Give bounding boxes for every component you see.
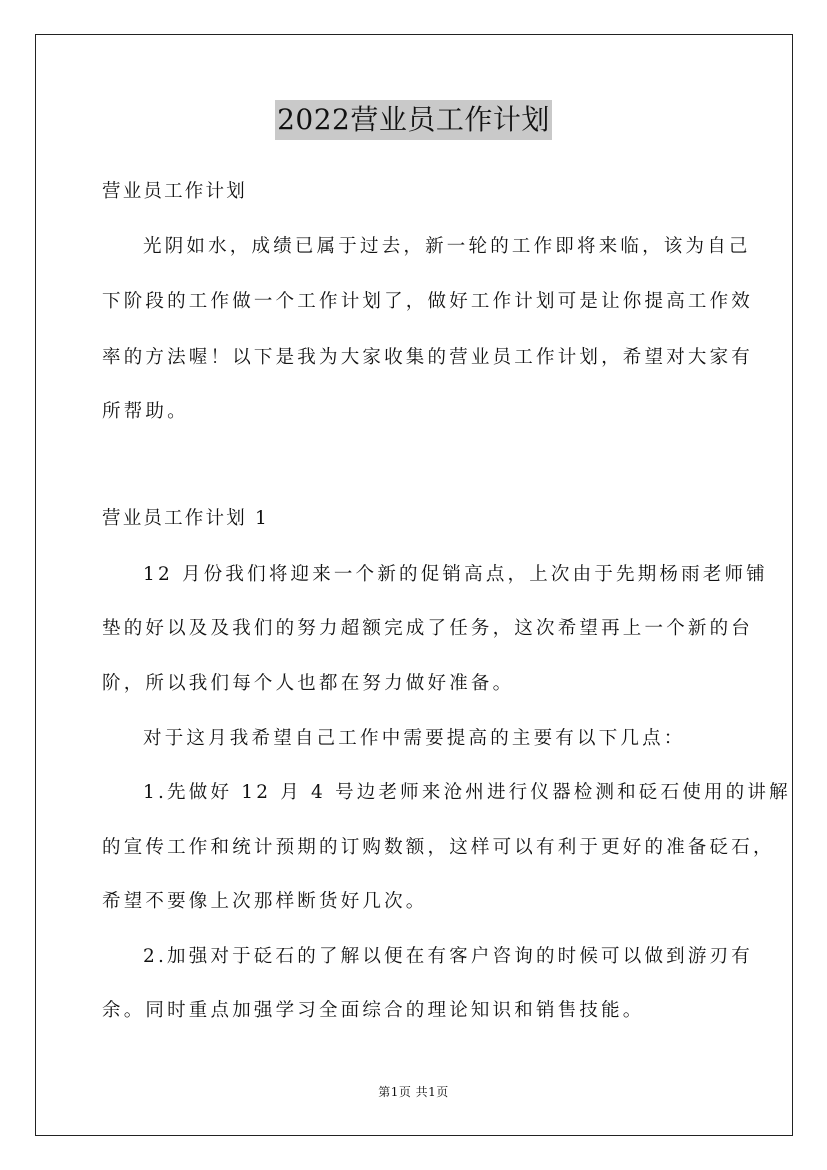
paragraph-line: 的宣传工作和统计预期的订购数额，这样可以有利于更好的准备砭石， (102, 837, 775, 858)
paragraph-line: 希望不要像上次那样断货好几次。 (102, 891, 428, 912)
intro-line: 光阴如水，成绩已属于过去，新一轮的工作即将来临，该为自己 (143, 236, 751, 257)
paragraph-line: 2.加强对于砭石的了解以便在有客户咨询的时候可以做到游刃有 (143, 946, 753, 967)
paragraph-line: 对于这月我希望自己工作中需要提高的主要有以下几点： (143, 728, 686, 749)
document-title: 2022营业员工作计划 (275, 100, 552, 140)
paragraph-line: 垫的好以及及我们的努力超额完成了任务，这次希望再上一个新的台 (102, 618, 754, 639)
title-container (0, 100, 827, 140)
page-footer: 第1页 共1页 (378, 1085, 449, 1099)
paragraph-line: 余。同时重点加强学习全面综合的理论知识和销售技能。 (102, 1000, 645, 1021)
intro-line: 率的方法喔！以下是我为大家收集的营业员工作计划，希望对大家有 (102, 347, 754, 368)
paragraph-line: 12 月份我们将迎来一个新的促销高点，上次由于先期杨雨老师铺 (143, 564, 768, 585)
section-heading: 营业员工作计划 (102, 181, 247, 202)
paragraph-line: 1.先做好 12 月 4 号边老师来沧州进行仪器检测和砭石使用的讲解 (143, 782, 791, 803)
paragraph-line: 阶，所以我们每个人也都在努力做好准备。 (102, 673, 515, 694)
section-heading: 营业员工作计划 1 (102, 508, 269, 529)
intro-line: 下阶段的工作做一个工作计划了，做好工作计划可是让你提高工作效 (102, 291, 754, 312)
intro-line: 所帮助。 (102, 401, 189, 422)
